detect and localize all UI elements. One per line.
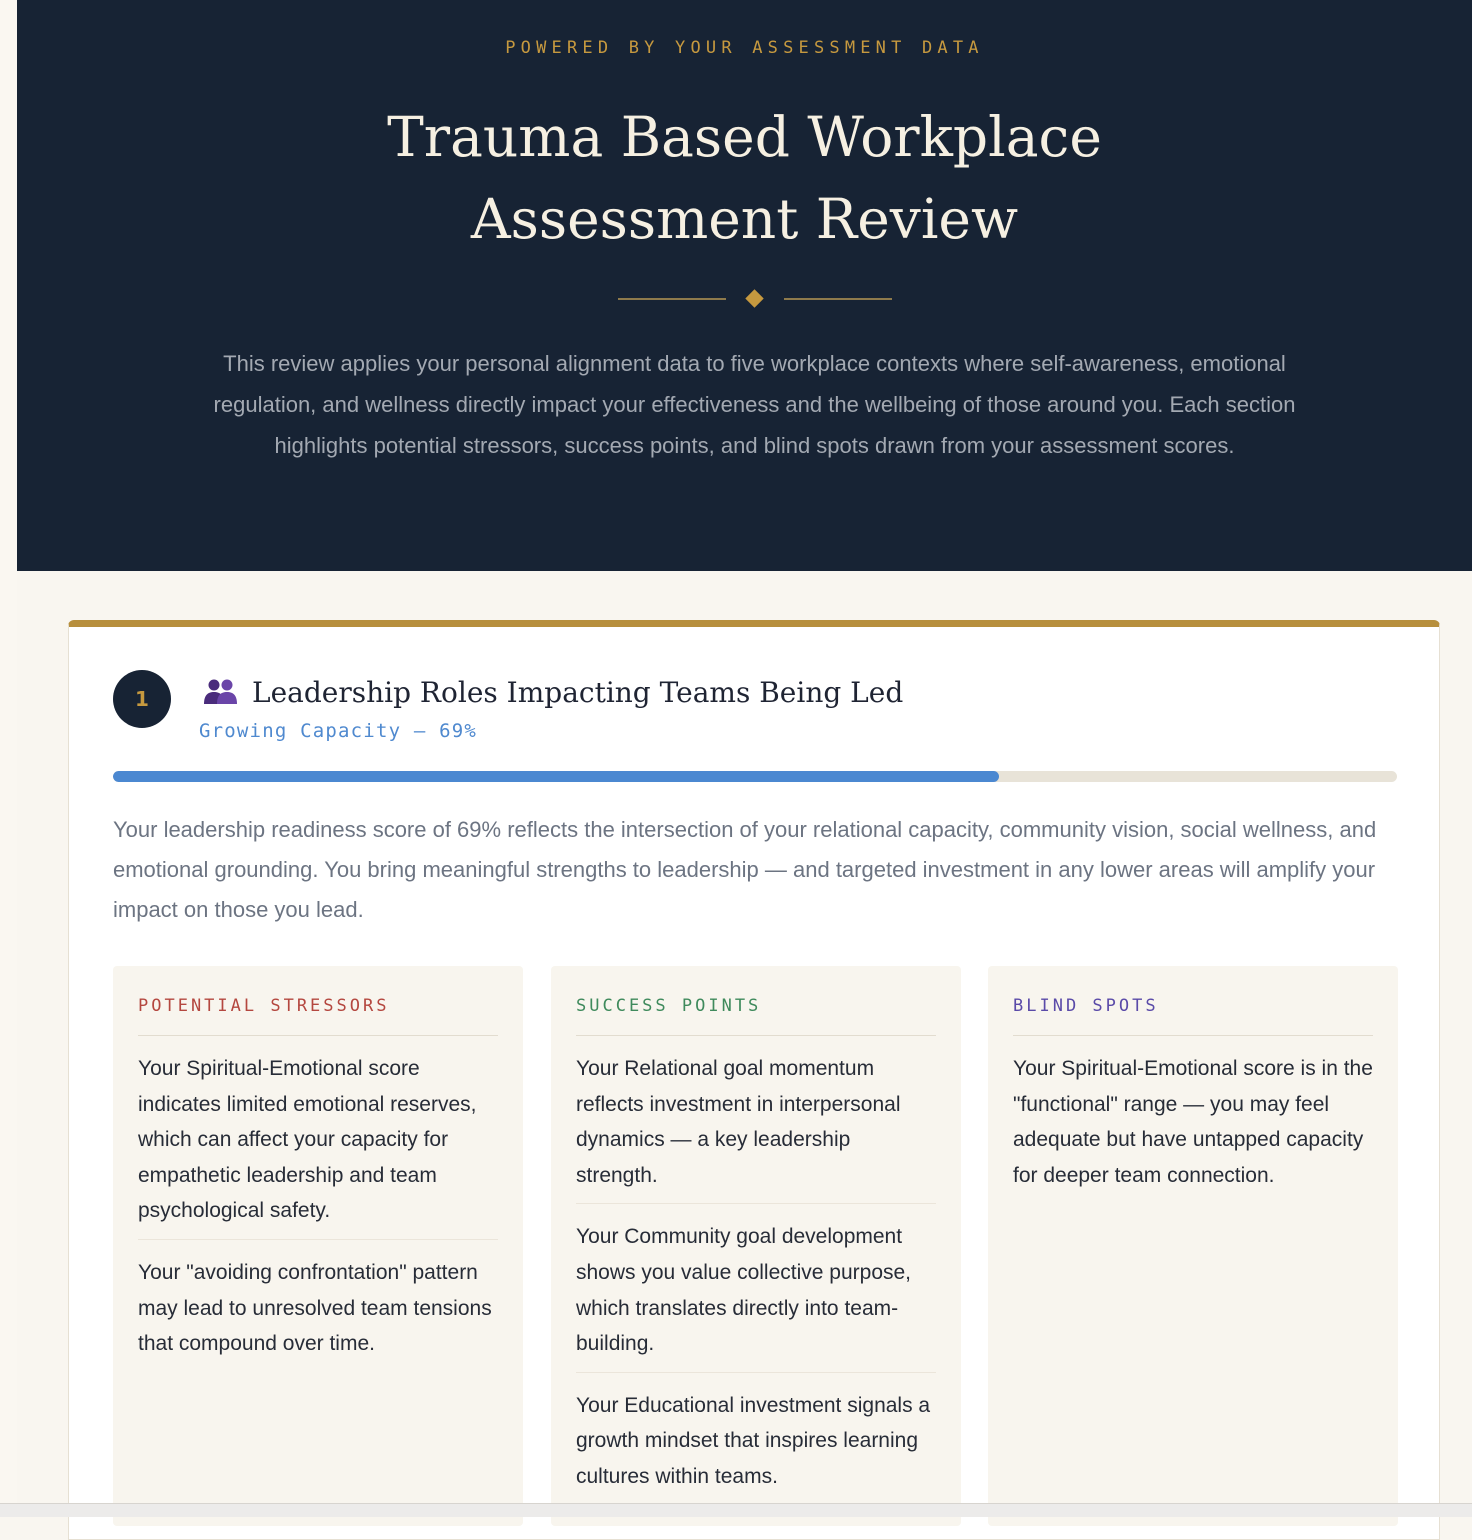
success-list [576, 1036, 936, 1505]
diamond-icon [745, 289, 763, 307]
progress-bar-fill [113, 771, 999, 782]
success-panel [551, 966, 961, 1526]
blind-spots-panel [988, 966, 1398, 1526]
people-icon [203, 677, 239, 707]
divider-line-right [784, 298, 892, 300]
blind-spots-heading: BLIND SPOTS [1013, 996, 1373, 1036]
stressors-heading: POTENTIAL STRESSORS [138, 996, 498, 1036]
hero-intro: This review applies your personal alignment data to five workplace contexts where self-awareness, emotional regulation, and wellness directly impact your effectiveness and the wellbeing of those around you. Each section highlights potential stressors, success points, and blind spots drawn from your assessment scores. [213, 351, 1296, 458]
list-item: Your Spiritual-Emotional score indicates limited emotional reserves, which can affect your capacity for empathetic leadership and team psychological safety. [138, 1036, 498, 1240]
section-card-leadership [68, 620, 1440, 1540]
section-title: Leadership Roles Impacting Teams Being Led [252, 676, 904, 709]
list-item: Your Community goal development shows you value collective purpose, which translates directly into team-building. [576, 1204, 936, 1372]
success-heading: SUCCESS POINTS [576, 996, 936, 1036]
ornament-divider [618, 290, 892, 308]
list-item: Your Relational goal momentum reflects investment in interpersonal dynamics — a key leadership strength. [576, 1036, 936, 1204]
stressors-panel [113, 966, 523, 1526]
list-item: Your "avoiding confrontation" pattern may lead to unresolved team tensions that compound over time. [138, 1260, 492, 1356]
page-margin [0, 0, 17, 1516]
page-title-line-1: Trauma Based Workplace [387, 105, 1102, 169]
list-item: Your Educational investment signals a growth mindset that inspires learning cultures within teams. [576, 1393, 931, 1488]
list-item: Your Spiritual-Emotional score is in the "functional" range — you may feel adequate but have untapped capacity for deeper team connection. [1013, 1057, 1373, 1187]
page-title [17, 96, 1472, 260]
section-number-badge: 1 [113, 670, 171, 728]
page-title-line-2: Assessment Review [470, 187, 1019, 251]
horizontal-scrollbar[interactable] [0, 1503, 1472, 1517]
blind-spots-list [1013, 1036, 1373, 1203]
section-summary: Your leadership readiness score of 69% reflects the intersection of your relational capacity, community vision, social wellness, and emotional grounding. You bring meaningful strengths to leadership — and targeted investment in any lower areas will amplify your impact on those you lead. [113, 817, 1377, 922]
stressors-list [138, 1036, 498, 1372]
progress-bar [113, 771, 1397, 782]
divider-line-left [618, 298, 726, 300]
capacity-label: Growing Capacity — 69% [199, 720, 478, 742]
hero-banner [17, 0, 1472, 571]
hero-eyebrow: POWERED BY YOUR ASSESSMENT DATA [505, 38, 984, 58]
